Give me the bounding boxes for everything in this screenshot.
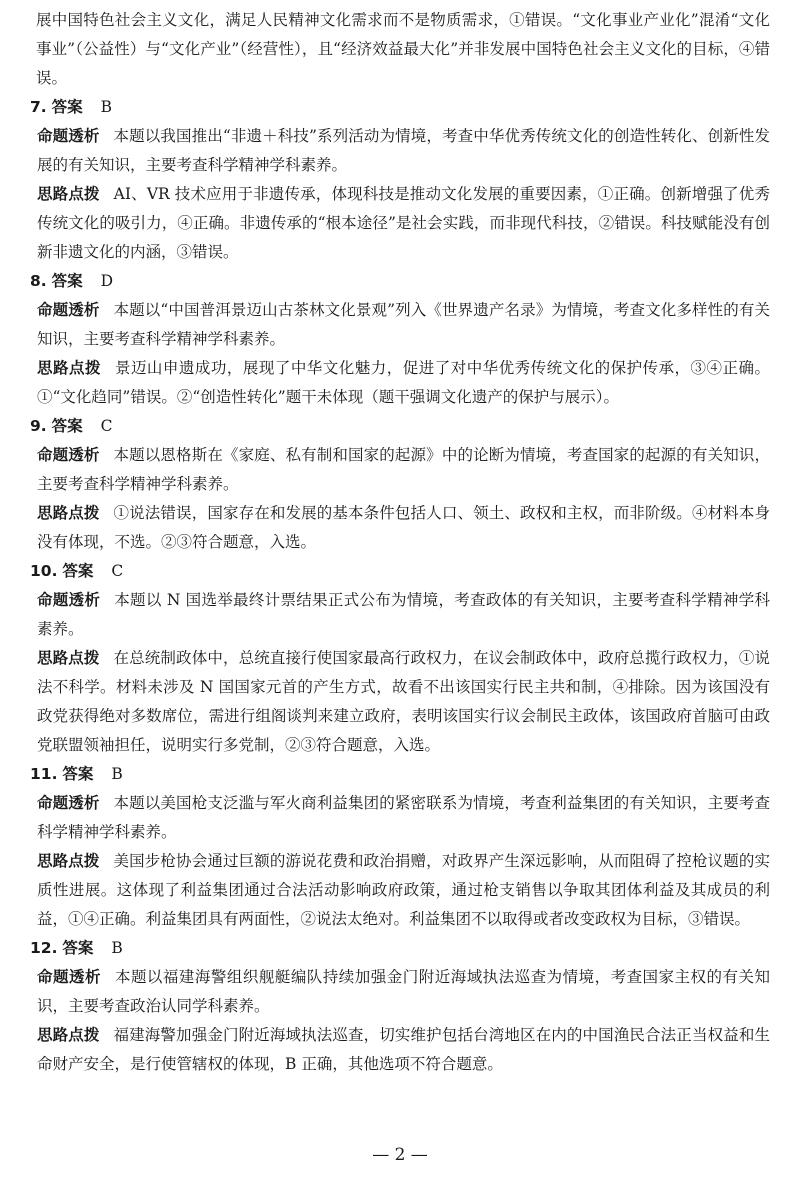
question-number: 7. (30, 98, 47, 116)
analysis-text: 本题以“中国普洱景迈山古茶林文化景观”列入《世界遗产名录》为情境，考查文化多样性的有关知识，主要考查科学精神学科素养。 (37, 301, 770, 348)
hint-label: 思路点拨 (37, 504, 100, 522)
answer-value: B (111, 765, 123, 783)
answer-value: B (100, 98, 113, 116)
answer-value: D (100, 272, 114, 290)
hint-text: AI、VR 技术应用于非遗传承，体现科技是推动文化发展的重要因素，①正确。创新增强了优秀传统文化的吸引力，④正确。非遗传承的“根本途径”是社会实践，而非现代科技，②错误。科技赋能没有创新非遗文化的内涵，③错误。 (37, 185, 770, 261)
analysis-text: 本题以美国枪支泛滥与军火商利益集团的紧密联系为情境，考查利益集团的有关知识，主要考查科学精神学科素养。 (37, 794, 770, 841)
answer-value: C (111, 562, 124, 580)
analysis-paragraph (30, 963, 770, 1021)
analysis-label: 命题透析 (37, 301, 100, 319)
analysis-paragraph (30, 789, 770, 847)
answer-line (30, 557, 770, 586)
hint-text: 福建海警加强金门附近海域执法巡查，切实维护包括台湾地区在内的中国渔民合法正当权益和生命财产安全，是行使管辖权的体现，B 正确，其他选项不符合题意。 (37, 1026, 770, 1073)
answer-label: 答案 (51, 272, 83, 290)
hint-label: 思路点拨 (37, 1026, 100, 1044)
answer-item-8 (30, 267, 770, 412)
hint-text: 美国步枪协会通过巨额的游说花费和政治捐赠，对政界产生深远影响，从而阻碍了控枪议题的实质性进展。这体现了利益集团通过合法活动影响政府政策，通过枪支销售以争取其团体利益及其成员的利益，①④正确。利益集团具有两面性，②说法太绝对。利益集团不以取得或者改变政权为目标，③错误。 (37, 852, 770, 928)
hint-paragraph (30, 499, 770, 557)
analysis-label: 命题透析 (37, 127, 100, 145)
analysis-paragraph (30, 586, 770, 644)
answer-item-10 (30, 557, 770, 760)
answer-label: 答案 (51, 417, 83, 435)
hint-text: 在总统制政体中，总统直接行使国家最高行政权力，在议会制政体中，政府总揽行政权力，①说法不科学。材料未涉及 N 国国家元首的产生方式，故看不出该国实行民主共和制，④排除。因为该国没有政党获得绝对多数席位，需进行组阁谈判来建立政府，表明该国实行议会制民主政体，该国政府首脑可由政党联盟领袖担任，说明实行多党制，②③符合题意，入选。 (37, 649, 770, 754)
answer-line (30, 412, 770, 441)
hint-label: 思路点拨 (37, 649, 100, 667)
analysis-label: 命题透析 (37, 968, 101, 986)
hint-label: 思路点拨 (37, 852, 100, 870)
question-number: 10. (30, 562, 58, 580)
question-number: 9. (30, 417, 47, 435)
answer-label: 答案 (51, 98, 83, 116)
analysis-paragraph (30, 122, 770, 180)
hint-paragraph (30, 1021, 770, 1079)
answer-line (30, 267, 770, 296)
analysis-label: 命题透析 (37, 794, 100, 812)
analysis-label: 命题透析 (37, 591, 101, 609)
answer-value: C (100, 417, 113, 435)
answer-label: 答案 (62, 562, 94, 580)
answer-value: B (111, 939, 123, 957)
analysis-paragraph (30, 296, 770, 354)
hint-label: 思路点拨 (37, 185, 100, 203)
hint-label: 思路点拨 (37, 359, 101, 377)
answer-line (30, 934, 770, 963)
question-number: 12. (30, 939, 58, 957)
hint-paragraph (30, 180, 770, 267)
analysis-text: 本题以 N 国选举最终计票结果正式公布为情境，考查政体的有关知识，主要考查科学精神学科素养。 (37, 591, 770, 638)
analysis-text: 本题以我国推出“非遗＋科技”系列活动为情境，考查中华优秀传统文化的创造性转化、创新性发展的有关知识，主要考查科学精神学科素养。 (37, 127, 770, 174)
analysis-label: 命题透析 (37, 446, 100, 464)
answer-item-9 (30, 412, 770, 557)
answer-line (30, 93, 770, 122)
hint-text: 景迈山申遗成功，展现了中华文化魅力，促进了对中华优秀传统文化的保护传承，③④正确。①“文化趋同”错误。②“创造性转化”题干未体现（题干强调文化遗产的保护与展示）。 (37, 359, 770, 406)
analysis-paragraph (30, 441, 770, 499)
question-number: 11. (30, 765, 58, 783)
hint-text: ①说法错误，国家存在和发展的基本条件包括人口、领土、政权和主权，而非阶级。④材料本身没有体现，不选。②③符合题意，入选。 (37, 504, 770, 551)
hint-paragraph (30, 847, 770, 934)
analysis-text: 本题以恩格斯在《家庭、私有制和国家的起源》中的论断为情境，考查国家的起源的有关知识，主要考查科学精神学科素养。 (37, 446, 770, 493)
question-number: 8. (30, 272, 47, 290)
answer-item-12 (30, 934, 770, 1079)
intro-paragraph: 展中国特色社会主义文化，满足人民精神文化需求而不是物质需求，①错误。“文化事业产业化”混淆“文化事业”（公益性）与“文化产业”（经营性），且“经济效益最大化”并非发展中国特色社会主义文化的目标，④错误。 (36, 11, 770, 87)
analysis-text: 本题以福建海警组织舰艇编队持续加强金门附近海域执法巡查为情境，考查国家主权的有关知识，主要考查政治认同学科素养。 (37, 968, 770, 1015)
answer-item-7 (30, 93, 770, 267)
page-number: — 2 — (372, 1145, 428, 1165)
answer-label: 答案 (62, 765, 94, 783)
answer-item-11 (30, 760, 770, 934)
hint-paragraph (30, 354, 770, 412)
hint-paragraph (30, 644, 770, 760)
answer-label: 答案 (62, 939, 94, 957)
answer-line (30, 760, 770, 789)
